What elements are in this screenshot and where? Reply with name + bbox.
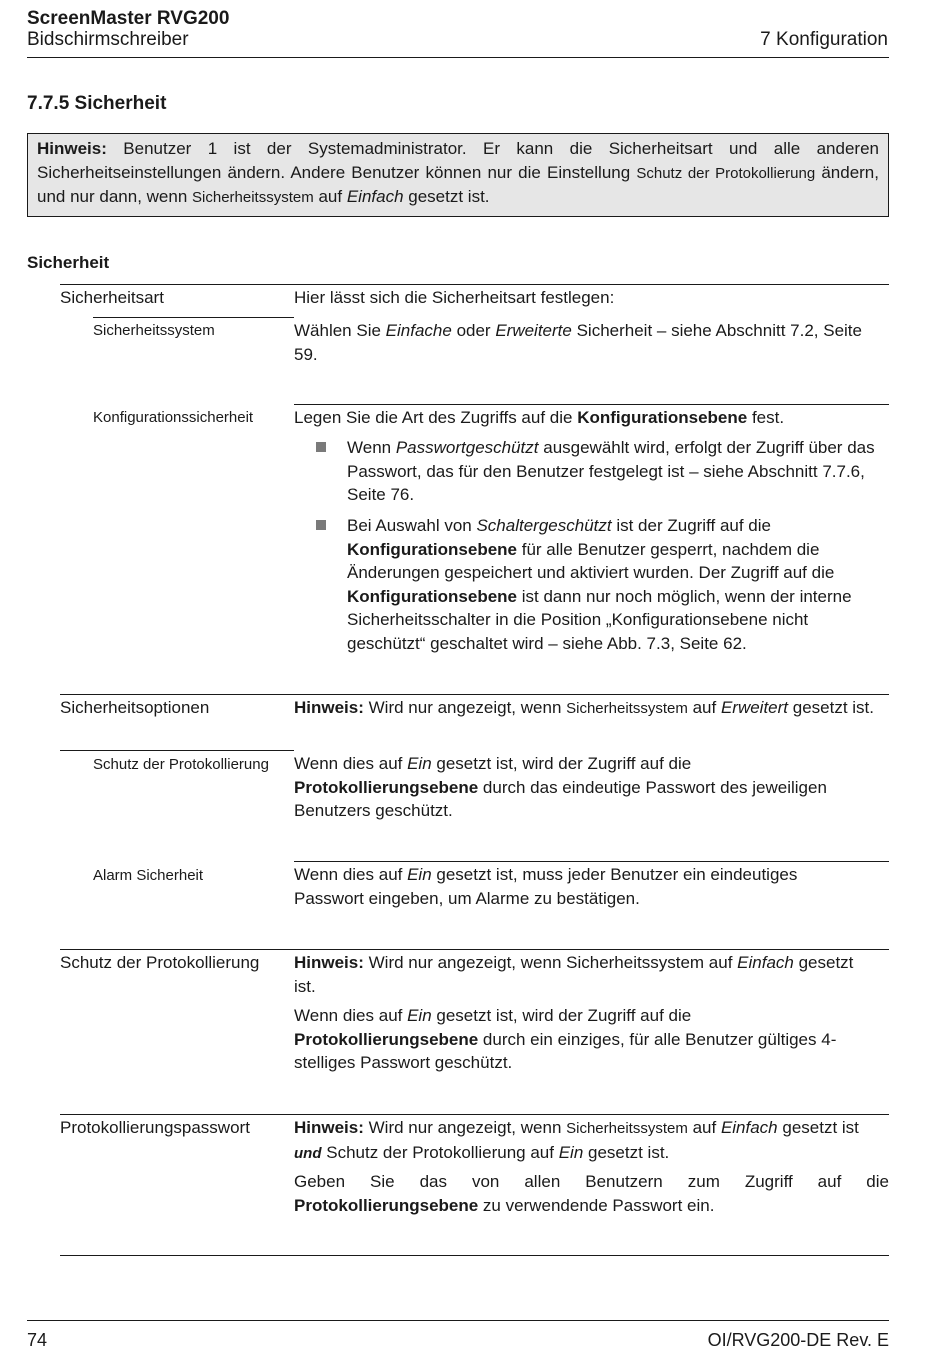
note-keyword: Sicherheitssystem bbox=[192, 189, 314, 206]
note-keyword: Schutz der Protokollierung bbox=[636, 164, 816, 182]
header-rule bbox=[27, 57, 889, 58]
desc-sicherheitsart: Hier lässt sich die Sicherheitsart festlegen: bbox=[294, 288, 615, 307]
label-konfigurationssicherheit: Konfigurationssicherheit bbox=[93, 409, 254, 426]
desc-schutz-sub: Wenn dies auf Ein gesetzt ist, wird der Zugriff auf die Protokollierungsebene durch das eindeutige Passwort des jeweiligen Benutzers geschützt. bbox=[294, 754, 827, 820]
bullet-square-icon bbox=[316, 442, 326, 452]
bullet-item-passwort: Wenn Passwortgeschützt ausgewählt wird, erfolgt der Zugriff über das Passwort, das für den Benutzer festgelegt ist – siehe Abschnitt 7.7.6, Seite 76. bbox=[347, 438, 875, 504]
page-number: 74 bbox=[27, 1330, 48, 1350]
bullet-square-icon bbox=[316, 520, 326, 530]
label-schutz-main: Schutz der Protokollierung bbox=[60, 953, 260, 972]
sub-rule bbox=[93, 317, 294, 318]
desc-rule bbox=[294, 404, 889, 405]
desc-protokollierungspasswort: Geben Sie das von allen Benutzern zum Zugriff auf die Protokollierungsebene zu verwendende Passwort ein. bbox=[294, 1172, 889, 1215]
note-schutz-main: Hinweis: Wird nur angezeigt, wenn Sicherheitssystem auf Einfach gesetzt ist. bbox=[294, 953, 854, 996]
label-sicherheitsart: Sicherheitsart bbox=[60, 288, 164, 307]
section-title: 7.7.5 Sicherheit bbox=[27, 93, 167, 114]
bullet-item-schalter: Bei Auswahl von Schaltergeschützt ist der Zugriff auf die Konfigurationsebene für alle Benutzer gesperrt, nachdem die Änderungen gespeichert und aktiviert wurden. Der Zugriff auf die Konfigurationsebene ist dann nur noch möglich, wenn der interne Sicherheitsschalter in die Position „Konfigurationsebene nicht geschützt“ geschaltet wird – siehe Abb. 7.3, Seite 62. bbox=[347, 516, 852, 653]
desc-konfigurationssicherheit: Legen Sie die Art des Zugriffs auf die Konfigurationsebene fest. bbox=[294, 408, 785, 427]
label-protokollierungspasswort: Protokollierungspasswort bbox=[60, 1118, 250, 1137]
note-label: Hinweis: bbox=[37, 139, 107, 158]
row-rule bbox=[60, 949, 889, 950]
desc-sicherheitssystem: Wählen Sie Einfache oder Erweiterte Sicherheit – siehe Abschnitt 7.2, Seite 59. bbox=[294, 321, 862, 364]
footer-rule bbox=[27, 1320, 889, 1321]
product-title: ScreenMaster RVG200 bbox=[27, 8, 230, 29]
chapter-title: 7 Konfiguration bbox=[760, 29, 888, 50]
row-rule bbox=[60, 1114, 889, 1115]
desc-rule bbox=[294, 861, 889, 862]
document-id: OI/RVG200-DE Rev. E bbox=[707, 1330, 889, 1350]
desc-alarm-sicherheit: Wenn dies auf Ein gesetzt ist, muss jeder Benutzer ein eindeutiges Passwort eingeben, um Alarme zu bestätigen. bbox=[294, 865, 798, 908]
row-rule bbox=[60, 284, 889, 285]
table-heading: Sicherheit bbox=[27, 253, 110, 272]
label-alarm-sicherheit: Alarm Sicherheit bbox=[93, 867, 204, 884]
table-bottom-rule bbox=[60, 1255, 889, 1256]
sub-rule bbox=[60, 750, 294, 751]
product-subtitle: Bidschirmschreiber bbox=[27, 29, 189, 50]
label-sicherheitssystem: Sicherheitssystem bbox=[93, 322, 215, 339]
label-sicherheitsoptionen: Sicherheitsoptionen bbox=[60, 698, 210, 717]
label-schutz-sub: Schutz der Protokollierung bbox=[93, 756, 269, 773]
desc-sicherheitsoptionen: Hinweis: Wird nur angezeigt, wenn Sicherheitssystem auf Erweitert gesetzt ist. bbox=[294, 698, 874, 717]
note-protokollierungspasswort: Hinweis: Wird nur angezeigt, wenn Sicherheitssystem auf Einfach gesetzt ist und Schutz der Protokollierung auf Ein gesetzt ist. bbox=[294, 1118, 859, 1162]
row-rule bbox=[60, 694, 889, 695]
note-box: Hinweis: Benutzer 1 ist der Systemadministrator. Er kann die Sicherheitsart und alle anderen Sicherheitseinstellungen ändern. Andere Benutzer können nur die Einstellung Schutz der Protokollierung ändern, und nur dann, wenn Sicherheitssystem auf Einfach gesetzt ist. bbox=[27, 133, 889, 217]
desc-schutz-main: Wenn dies auf Ein gesetzt ist, wird der Zugriff auf die Protokollierungsebene durch ein einziges, für alle Benutzer gültiges 4-stelliges Passwort geschützt. bbox=[294, 1006, 837, 1072]
